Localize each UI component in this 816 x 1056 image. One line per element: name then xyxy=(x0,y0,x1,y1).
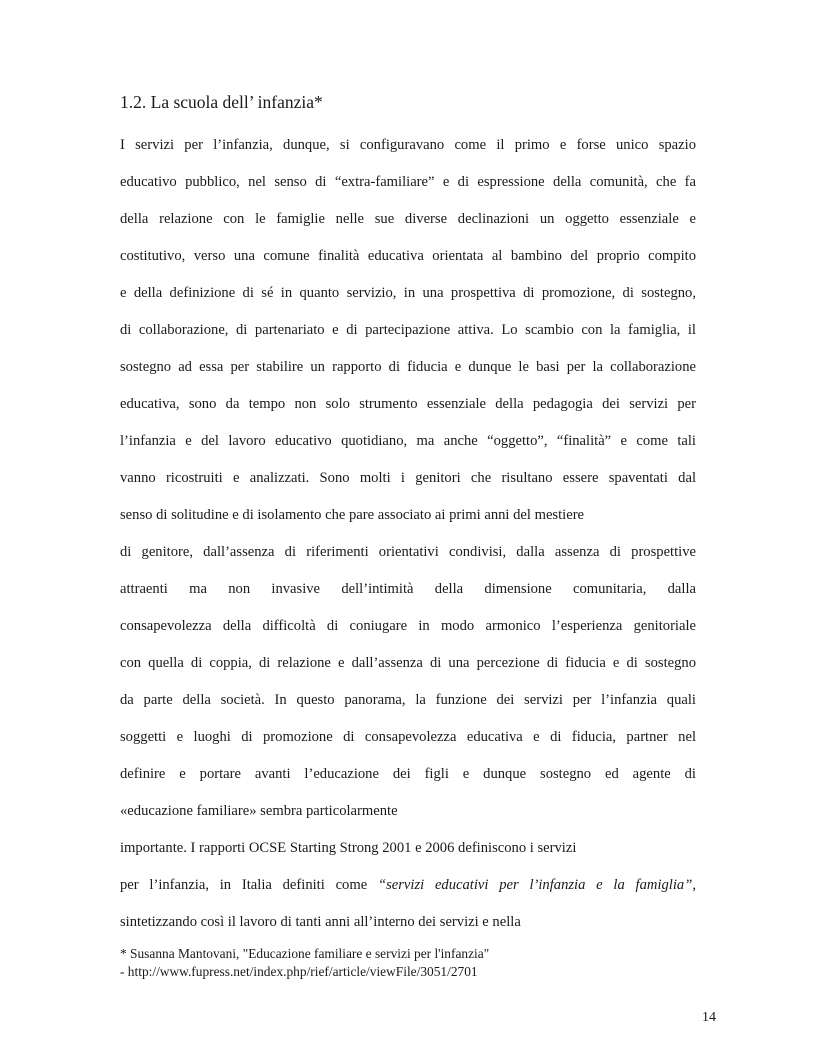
body-paragraph xyxy=(120,134,696,948)
text-line: della relazione con le famiglie nelle sue diverse declinazioni un oggetto essenziale e xyxy=(120,211,696,227)
text-line: di genitore, dall’assenza di riferimenti orientativi condivisi, dalla assenza di prospettive xyxy=(120,544,696,560)
text-line: attraenti ma non invasive dell’intimità della dimensione comunitaria, dalla xyxy=(120,581,696,597)
text-line: sostegno ad essa per stabilire un rapporto di fiducia e dunque le basi per la collaborazione xyxy=(120,359,696,375)
text-line-start: per l’infanzia, in Italia definiti come xyxy=(120,877,368,893)
text-line: educativo pubblico, nel senso di “extra-familiare” e di espressione della comunità, che fa xyxy=(120,174,696,190)
text-line: I servizi per l’infanzia, dunque, si configuravano come il primo e forse unico spazio xyxy=(120,137,696,153)
quoted-phrase: “servizi educativi per l’infanzia e la famiglia”, xyxy=(377,877,696,893)
text-line: «educazione familiare» sembra particolarmente xyxy=(120,803,398,819)
page-number: 14 xyxy=(702,1010,716,1025)
text-line xyxy=(120,874,696,911)
text-line: vanno ricostruiti e analizzati. Sono molti i genitori che risultano essere spaventati dal xyxy=(120,470,696,486)
text-line: soggetti e luoghi di promozione di consapevolezza educativa e di fiducia, partner nel xyxy=(120,729,696,745)
footnote xyxy=(120,945,696,981)
footnote-citation: * Susanna Mantovani, "Educazione familiare e servizi per l'infanzia" xyxy=(120,946,490,961)
footnote-url: - http://www.fupress.net/index.php/rief/article/viewFile/3051/2701 xyxy=(120,964,478,979)
text-line: educativa, sono da tempo non solo strumento essenziale della pedagogia dei servizi per xyxy=(120,396,696,412)
text-line: definire e portare avanti l’educazione dei figli e dunque sostegno ed agente di xyxy=(120,766,696,782)
text-line: importante. I rapporti OCSE Starting Strong 2001 e 2006 definiscono i servizi xyxy=(120,840,577,856)
text-line: sintetizzando così il lavoro di tanti anni all’interno dei servizi e nella xyxy=(120,914,521,930)
text-line: con quella di coppia, di relazione e dall’assenza di una percezione di fiducia e di sostegno xyxy=(120,655,696,671)
section-heading: 1.2. La scuola dell’ infanzia* xyxy=(120,92,323,112)
text-line: costitutivo, verso una comune finalità educativa orientata al bambino del proprio compito xyxy=(120,248,696,264)
text-line: e della definizione di sé in quanto servizio, in una prospettiva di promozione, di sostegno, xyxy=(120,285,696,301)
text-line: l’infanzia e del lavoro educativo quotidiano, ma anche “oggetto”, “finalità” e come tali xyxy=(120,433,696,449)
text-line: senso di solitudine e di isolamento che pare associato ai primi anni del mestiere xyxy=(120,507,585,523)
text-line: da parte della società. In questo panorama, la funzione dei servizi per l’infanzia quali xyxy=(120,692,696,708)
text-line: di collaborazione, di partenariato e di partecipazione attiva. Lo scambio con la famiglia, il xyxy=(120,322,696,338)
text-line: consapevolezza della difficoltà di coniugare in modo armonico l’esperienza genitoriale xyxy=(120,618,696,634)
